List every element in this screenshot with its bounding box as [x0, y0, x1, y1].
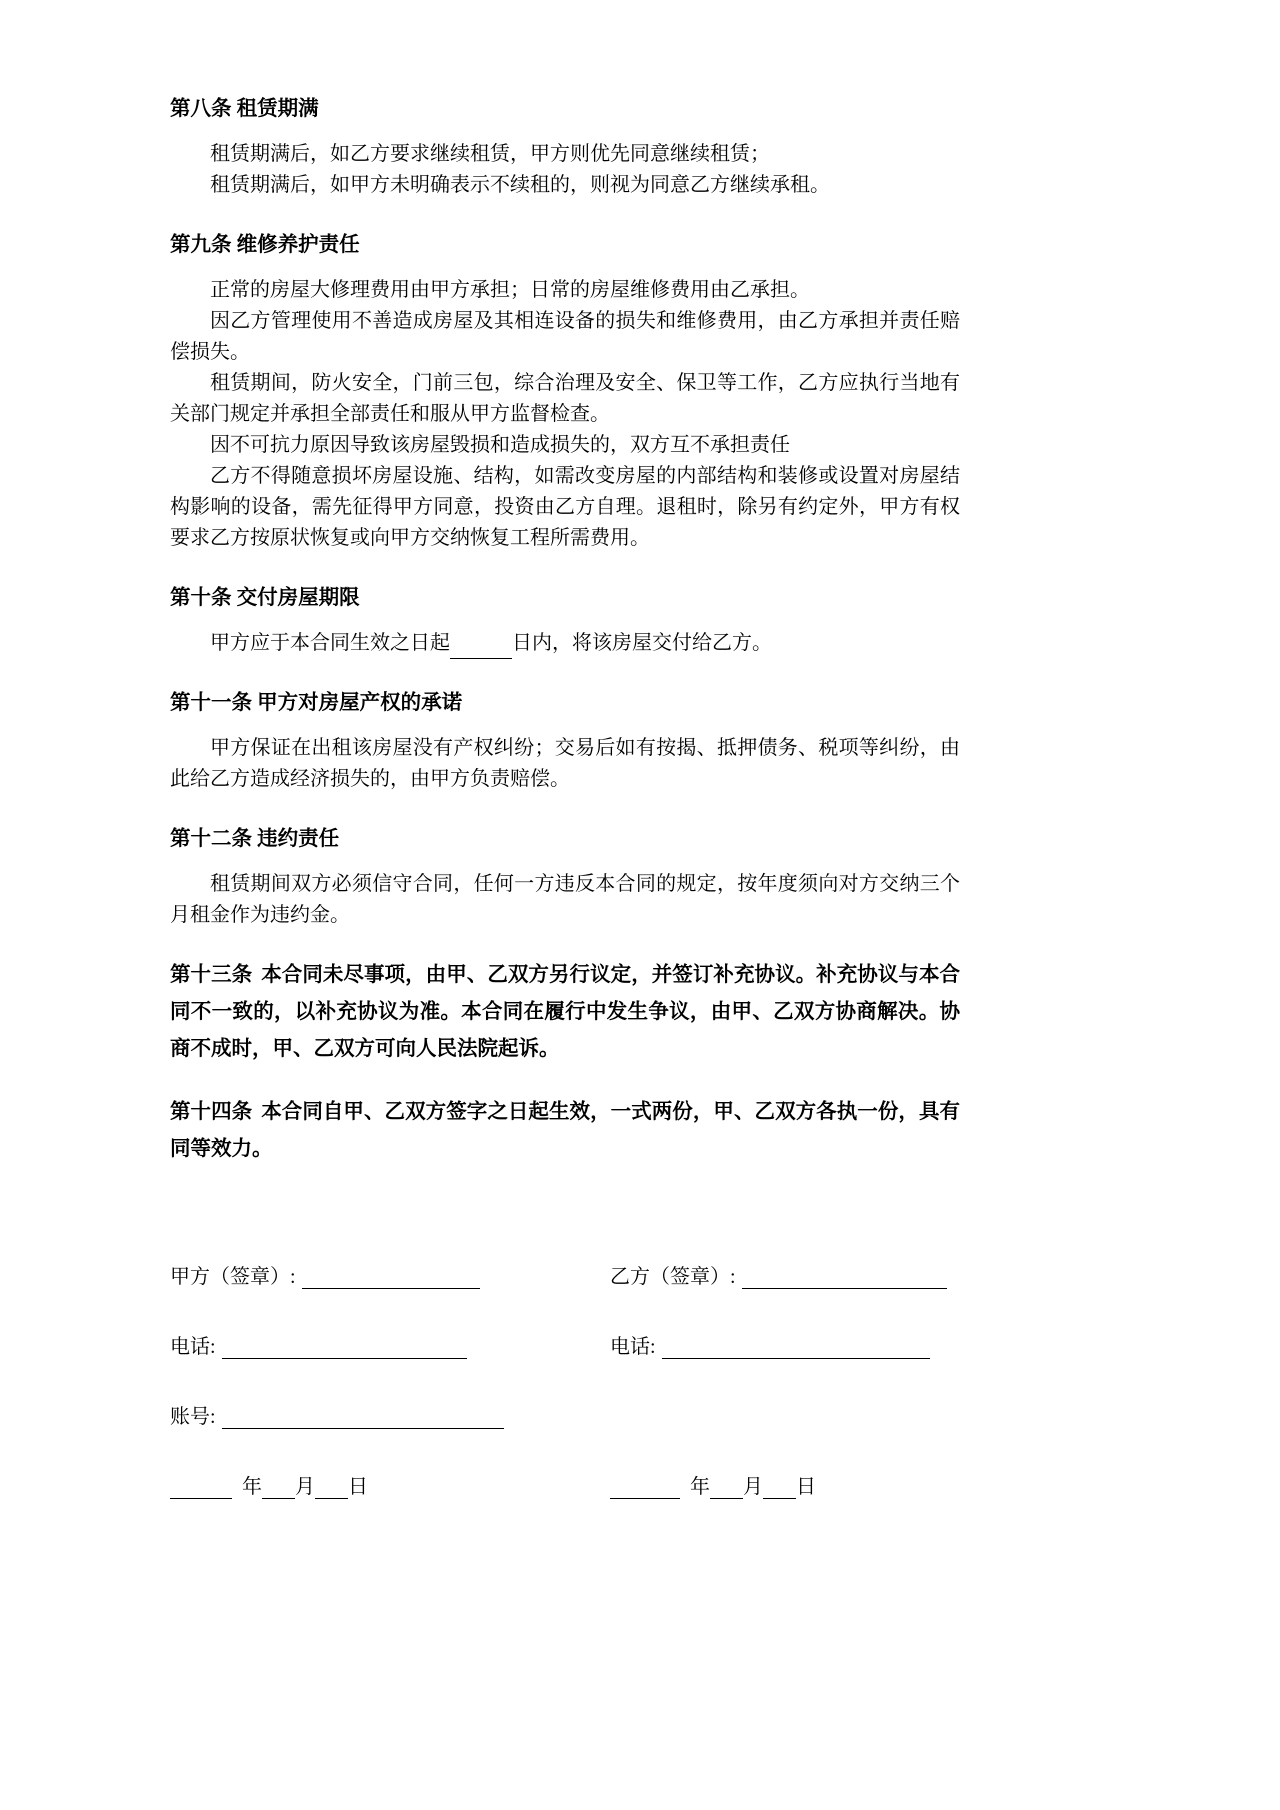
party-a-account-line	[222, 1408, 504, 1429]
party-b-month-label: 月	[743, 1476, 763, 1498]
party-a-signature-label: 甲方（签章）:	[170, 1266, 296, 1288]
delivery-days-blank	[450, 639, 512, 659]
article-13-clause	[170, 957, 960, 1068]
party-a-phone-label: 电话:	[170, 1336, 216, 1358]
signature-block	[170, 1260, 960, 1499]
party-b-signature-label: 乙方（签章）:	[610, 1266, 736, 1288]
article-9-paragraph-5: 乙方不得随意损坏房屋设施、结构，如需改变房屋的内部结构和装修或设置对房屋结构影响的设备，需先征得甲方同意，投资由乙方自理。退租时，除另有约定外，甲方有权要求乙方按原状恢复或向甲方交纳恢复工程所需费用。	[170, 465, 960, 549]
signature-row-date	[170, 1470, 960, 1499]
article-10	[170, 584, 960, 659]
article-14-clause	[170, 1094, 960, 1168]
party-a-day-blank	[315, 1478, 348, 1499]
article-14-label: 第十四条	[170, 1101, 253, 1123]
party-b-day-label: 日	[796, 1476, 816, 1498]
signature-row-phone	[170, 1330, 960, 1359]
article-8	[170, 95, 960, 201]
article-9-paragraph-2: 因乙方管理使用不善造成房屋及其相连设备的损失和维修费用，由乙方承担并责任赔偿损失。	[170, 310, 960, 363]
article-12	[170, 825, 960, 931]
party-a-account-cell	[170, 1400, 610, 1429]
article-8-paragraph-1: 租赁期满后，如乙方要求继续租赁，甲方则优先同意继续租赁；	[210, 143, 770, 165]
article-8-paragraph-2: 租赁期满后，如甲方未明确表示不续租的，则视为同意乙方继续承租。	[210, 174, 830, 196]
party-b-year-blank	[610, 1478, 680, 1499]
article-10-paragraph	[170, 628, 960, 659]
party-a-phone-cell	[170, 1330, 610, 1359]
article-12-heading: 第十二条 违约责任	[170, 828, 340, 850]
party-a-day-label: 日	[348, 1476, 368, 1498]
party-b-year-label: 年	[690, 1476, 710, 1498]
party-a-signature-line	[302, 1268, 480, 1289]
article-13-text: 本合同未尽事项，由甲、乙双方另行议定，并签订补充协议。补充协议与本合同不一致的，以补充协议为准。本合同在履行中发生争议，由甲、乙双方协商解决。协商不成时，甲、乙双方可向人民法院起诉。	[170, 964, 961, 1060]
article-11	[170, 689, 960, 795]
party-b-phone-cell	[610, 1330, 960, 1359]
party-a-year-label: 年	[242, 1476, 262, 1498]
article-12-paragraph: 租赁期间双方必须信守合同，任何一方违反本合同的规定，按年度须向对方交纳三个月租金作为违约金。	[170, 873, 960, 926]
article-13-label: 第十三条	[170, 964, 253, 986]
party-a-date-cell	[170, 1470, 610, 1499]
party-b-seal-cell	[610, 1260, 960, 1289]
delivery-days-suffix: 日内，将该房屋交付给乙方。	[512, 632, 772, 654]
article-14-text: 本合同自甲、乙双方签字之日起生效，一式两份，甲、乙双方各执一份，具有同等效力。	[170, 1101, 961, 1160]
signature-row-account	[170, 1400, 960, 1429]
party-a-month-label: 月	[295, 1476, 315, 1498]
party-a-account-label: 账号:	[170, 1406, 216, 1428]
article-9-paragraph-3: 租赁期间，防火安全，门前三包，综合治理及安全、保卫等工作，乙方应执行当地有关部门规定并承担全部责任和服从甲方监督检查。	[170, 372, 960, 425]
article-9	[170, 231, 960, 554]
party-b-date-cell	[610, 1470, 960, 1499]
party-b-phone-label: 电话:	[610, 1336, 656, 1358]
article-9-paragraph-4: 因不可抗力原因导致该房屋毁损和造成损失的，双方互不承担责任	[210, 434, 790, 456]
article-10-heading: 第十条 交付房屋期限	[170, 587, 360, 609]
article-11-heading: 第十一条 甲方对房屋产权的承诺	[170, 692, 463, 714]
party-a-phone-line	[222, 1338, 467, 1359]
party-b-day-blank	[763, 1478, 796, 1499]
delivery-days-prefix: 甲方应于本合同生效之日起	[210, 632, 450, 654]
party-a-seal-cell	[170, 1260, 610, 1289]
party-b-phone-line	[662, 1338, 930, 1359]
article-8-heading: 第八条 租赁期满	[170, 98, 319, 120]
article-11-paragraph: 甲方保证在出租该房屋没有产权纠纷；交易后如有按揭、抵押债务、税项等纠纷，由此给乙方造成经济损失的，由甲方负责赔偿。	[170, 737, 960, 790]
article-9-heading: 第九条 维修养护责任	[170, 234, 360, 256]
article-9-paragraph-1: 正常的房屋大修理费用由甲方承担；日常的房屋维修费用由乙承担。	[210, 279, 810, 301]
party-b-month-blank	[710, 1478, 743, 1499]
party-b-signature-line	[742, 1268, 947, 1289]
signature-row-seal	[170, 1260, 960, 1289]
party-a-month-blank	[262, 1478, 295, 1499]
party-a-year-blank	[170, 1478, 232, 1499]
